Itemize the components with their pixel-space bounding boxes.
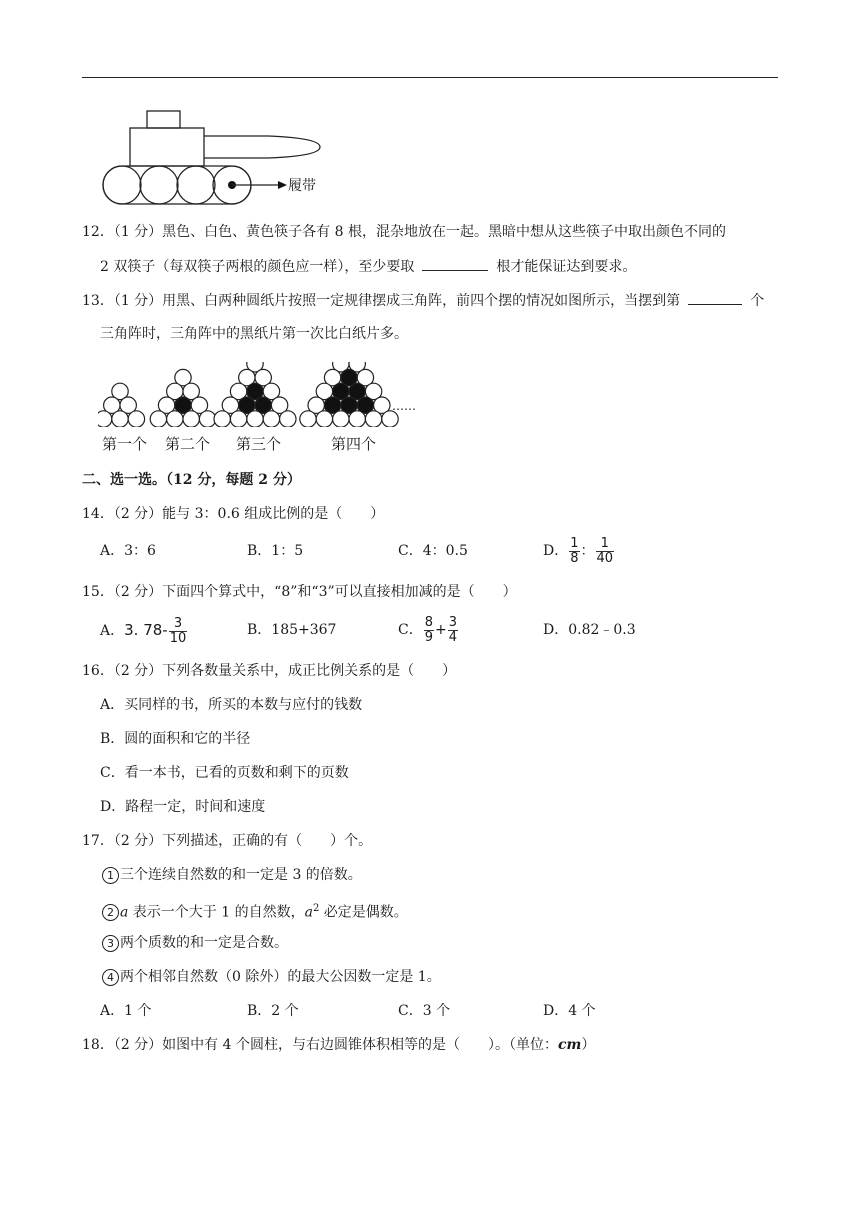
question-14: 14．（2 分）能与 3：0.6 组成比例的是（ ） [82,506,385,522]
question-18: 18．（2 分）如图中有 4 个圆柱，与右边圆锥体积相等的是（ ）。（单位：cm） [82,1037,596,1053]
question-17: 17．（2 分）下列描述，正确的有（ ）个。 [82,833,373,849]
question-13-line1: 13．（1 分）用黑、白两种圆纸片按照一定规律摆成三角阵，前四个摆的情况如图所示，当摆到第 个 [82,290,764,311]
white-disc [150,411,166,427]
option-14a[interactable]: A．3：6 [100,543,156,559]
question-16: 16．（2 分）下列各数量关系中，成正比例关系的是（ ） [82,663,457,679]
triangle-arrays-figure [98,362,408,427]
white-disc [316,411,332,427]
white-disc [300,411,316,427]
white-disc [167,411,183,427]
option-16c[interactable]: C．看一本书，已看的页数和剩下的页数 [100,765,349,781]
question-12-line2: 2 双筷子（每双筷子两根的颜色应一样），至少要取 根才能保证达到要求。 [100,256,636,277]
white-disc [183,411,199,427]
question-number: 12． [82,224,114,240]
option-15d[interactable]: D．0.82﹣0.3 [543,622,636,638]
option-14b[interactable]: B．1：5 [247,543,304,559]
array-label-3: 第三个 [236,435,282,453]
white-disc [333,411,349,427]
option-17b[interactable]: B．2 个 [247,1003,299,1019]
option-17a[interactable]: A．1 个 [100,1003,152,1019]
answer-blank[interactable] [688,290,742,305]
option-15c[interactable]: C． $\frac{8}{9}$ + $\frac{3}{4}$ [398,614,458,645]
white-disc [98,411,112,427]
question-number: 15． [82,584,114,600]
white-disc [199,411,215,427]
question-13-line2: 三角阵时，三角阵中的黑纸片第一次比白纸片多。 [100,326,408,342]
option-15a[interactable]: A．3. 78- $\frac{3}{10}$ [100,615,187,646]
array-label-4: 第四个 [331,435,377,453]
statement-1: 1 三个连续自然数的和一定是 3 的倍数。 [102,865,362,885]
option-14d[interactable]: D． $\frac{1}{8}$ ： $\frac{1}{40}$ [543,535,614,566]
white-disc [128,411,144,427]
section-heading: 二、选一选。（12 分，每题 2 分） [82,472,301,488]
statement-3: 3 两个质数的和一定是合数。 [102,933,288,953]
white-disc [214,411,230,427]
white-disc [230,411,246,427]
question-12-line1: 12．（1 分）黑色、白色、黄色筷子各有 8 根，混杂地放在一起。黑暗中想从这些筷子中取出颜色不同的 [82,224,726,240]
question-number: 13． [82,293,114,309]
option-14c[interactable]: C．4：0.5 [398,543,468,559]
fraction: $\frac{3}{4}$ [448,614,458,645]
tank-track-label: 履带 [288,178,316,194]
array-ellipsis: …… [392,399,416,413]
white-disc [247,411,263,427]
circled-number: 3 [102,935,119,952]
array-label-2: 第二个 [165,435,211,453]
fraction: $\frac{8}{9}$ [424,614,433,645]
option-17d[interactable]: D．4 个 [543,1003,596,1019]
header-rule [82,77,778,78]
circled-number: 1 [102,867,119,884]
question-number: 16． [82,663,114,679]
statement-4: 4 两个相邻自然数（0 除外）的最大公因数一定是 1。 [102,967,441,987]
question-number: 18． [82,1037,114,1053]
circled-number: 4 [102,969,119,986]
option-16a[interactable]: A．买同样的书，所买的本数与应付的钱数 [100,697,363,713]
statement-2: 2 a 表示一个大于 1 的自然数，$a^2$ 必定是偶数。 [102,899,408,923]
question-number: 17． [82,833,114,849]
option-15b[interactable]: B．185+367 [247,622,337,638]
option-17c[interactable]: C．3 个 [398,1003,451,1019]
question-15: 15．（2 分）下面四个算式中，“8”和“3”可以直接相加减的是（ ） [82,584,517,600]
fraction: $\frac{1}{8}$ [570,535,579,566]
question-number: 14． [82,506,114,522]
array-label-1: 第一个 [102,435,148,453]
white-disc [280,411,296,427]
circled-number: 2 [102,904,119,921]
white-disc [263,411,279,427]
option-16d[interactable]: D．路程一定，时间和速度 [100,799,266,815]
option-16b[interactable]: B．圆的面积和它的半径 [100,731,251,747]
white-disc [349,411,365,427]
answer-blank[interactable] [422,256,488,271]
fraction: $\frac{1}{40}$ [596,535,614,566]
white-disc [112,411,128,427]
white-disc [365,411,381,427]
fraction: $\frac{3}{10}$ [169,615,187,646]
